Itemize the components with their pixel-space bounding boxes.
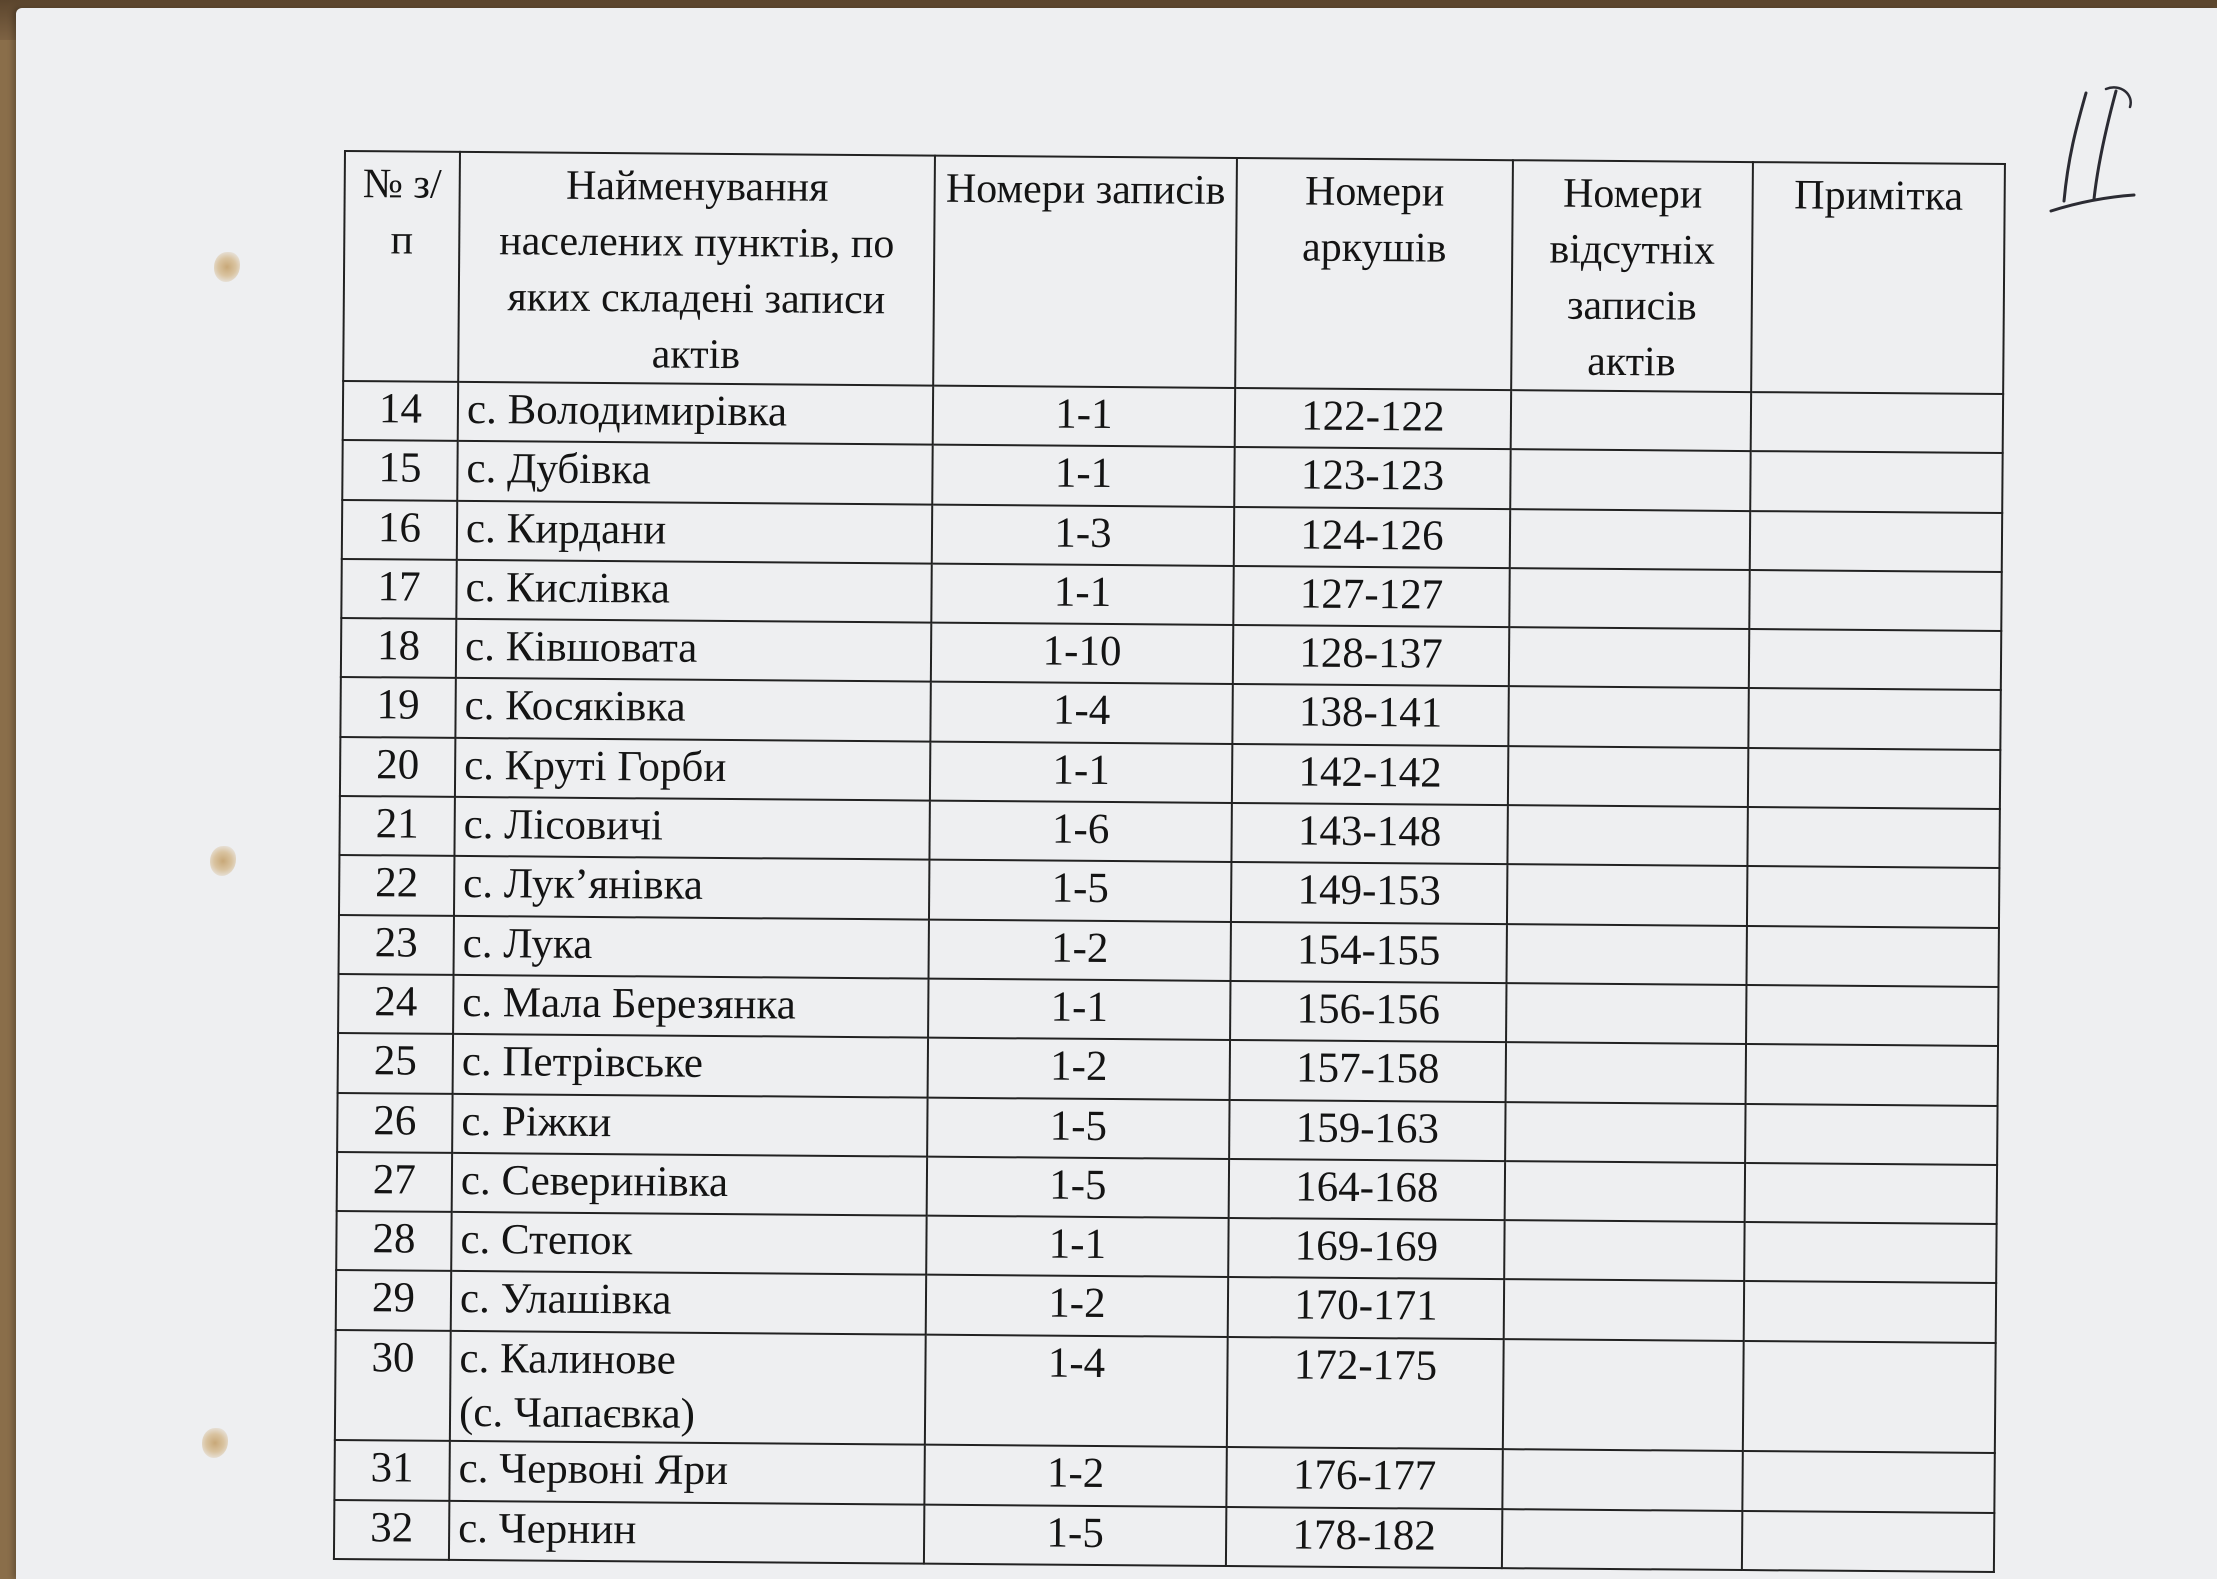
cell-note <box>1749 570 2001 631</box>
settlement-former-name: (с. Чапаєвка) <box>458 1388 696 1438</box>
cell-records: 1-1 <box>930 741 1232 803</box>
cell-sheets: 154-155 <box>1231 922 1507 983</box>
cell-records: 1-5 <box>929 860 1231 922</box>
cell-sheets: 128-137 <box>1233 625 1509 686</box>
cell-number: 20 <box>340 737 455 797</box>
cell-missing <box>1505 1102 1745 1163</box>
cell-settlement: с. Улашівка <box>451 1271 926 1334</box>
cell-records: 1-1 <box>932 445 1234 507</box>
cell-note <box>1748 748 2000 809</box>
cell-records: 1-2 <box>926 1275 1228 1337</box>
header-settlement-name: Найменування населених пунктів, по яких складені записи актів <box>458 152 935 386</box>
cell-records: 1-1 <box>933 386 1235 448</box>
cell-settlement: с. Мала Березянка <box>453 975 928 1038</box>
cell-missing <box>1504 1280 1744 1341</box>
cell-note <box>1742 1511 1994 1572</box>
cell-note <box>1746 985 1998 1046</box>
cell-number: 23 <box>339 915 454 975</box>
cell-settlement: с. Лука <box>454 916 929 979</box>
cell-missing <box>1509 568 1749 629</box>
cell-records: 1-1 <box>926 1216 1228 1278</box>
cell-note <box>1745 1163 1997 1224</box>
cell-records: 1-4 <box>930 682 1232 744</box>
cell-missing <box>1510 449 1750 510</box>
cell-missing <box>1503 1339 1744 1451</box>
cell-records: 1-5 <box>927 1156 1229 1218</box>
cell-records: 1-2 <box>929 919 1231 981</box>
cell-settlement: с. Петрівське <box>453 1034 928 1097</box>
cell-number: 30 <box>335 1330 451 1441</box>
cell-settlement: с. Ріжки <box>452 1093 927 1156</box>
cell-sheets: 176-177 <box>1226 1447 1502 1508</box>
table-row <box>334 1500 1994 1572</box>
table-row <box>335 1330 1996 1454</box>
header-note: Примітка <box>1751 162 2005 394</box>
cell-number: 22 <box>339 855 454 915</box>
records-registry-table <box>333 150 2006 1573</box>
header-missing-records: Номери відсутніх записів актів <box>1511 160 1753 392</box>
cell-number: 18 <box>341 618 456 678</box>
punch-hole <box>202 1428 228 1458</box>
cell-note <box>1751 392 2003 453</box>
cell-sheets: 169-169 <box>1228 1218 1504 1279</box>
handwritten-page-mark <box>2046 83 2136 223</box>
settlement-current-name: с. Калинове <box>459 1334 676 1384</box>
cell-settlement: с. Володимирівка <box>458 382 933 445</box>
cell-missing <box>1506 983 1746 1044</box>
cell-note <box>1745 1104 1997 1165</box>
cell-number: 29 <box>336 1270 451 1330</box>
cell-sheets: 178-182 <box>1226 1507 1502 1569</box>
cell-sheets: 170-171 <box>1228 1277 1504 1338</box>
cell-note <box>1744 1222 1996 1283</box>
cell-number: 26 <box>337 1093 452 1153</box>
cell-note <box>1750 451 2002 512</box>
cell-settlement: с. Ківшовата <box>456 619 931 682</box>
cell-records: 1-6 <box>929 801 1231 863</box>
cell-sheets: 142-142 <box>1232 744 1508 805</box>
header-number: № з/п <box>343 151 460 382</box>
cell-records: 1-1 <box>931 564 1233 626</box>
cell-sheets: 143-148 <box>1231 803 1507 864</box>
cell-missing <box>1505 1161 1745 1222</box>
cell-missing <box>1511 390 1751 451</box>
cell-number: 25 <box>338 1033 453 1093</box>
cell-number: 24 <box>338 974 453 1034</box>
header-sheet-numbers: Номери аркушів <box>1235 158 1513 390</box>
cell-settlement <box>450 1331 926 1445</box>
cell-missing <box>1509 627 1749 688</box>
cell-number: 31 <box>334 1440 449 1500</box>
cell-settlement: с. Кислівка <box>456 560 931 623</box>
cell-settlement: с. Круті Горби <box>455 738 930 801</box>
header-row <box>343 151 2005 394</box>
cell-note <box>1743 1341 1996 1454</box>
cell-number: 28 <box>336 1211 451 1271</box>
cell-note <box>1750 511 2002 572</box>
cell-note <box>1746 926 1998 987</box>
cell-settlement: с. Северинівка <box>452 1153 927 1216</box>
cell-sheets: 124-126 <box>1234 507 1510 568</box>
cell-sheets: 149-153 <box>1231 862 1507 923</box>
cell-records: 1-5 <box>924 1504 1226 1566</box>
cell-settlement: с. Косяківка <box>455 678 930 741</box>
cell-note <box>1742 1451 1994 1512</box>
cell-missing <box>1506 1042 1746 1103</box>
punch-hole <box>214 252 240 282</box>
cell-sheets: 127-127 <box>1233 566 1509 627</box>
cell-note <box>1747 807 1999 868</box>
cell-number: 17 <box>341 559 456 619</box>
cell-number: 32 <box>334 1500 449 1560</box>
cell-settlement: с. Лісовичі <box>454 797 929 860</box>
punch-hole <box>210 846 236 876</box>
cell-number: 15 <box>342 440 457 500</box>
cell-records: 1-2 <box>928 1038 1230 1100</box>
cell-number: 16 <box>342 500 457 560</box>
cell-number: 27 <box>337 1152 452 1212</box>
cell-note <box>1746 1044 1998 1105</box>
cell-records: 1-2 <box>924 1445 1226 1507</box>
cell-records: 1-4 <box>925 1334 1228 1447</box>
cell-sheets: 159-163 <box>1229 1100 1505 1161</box>
cell-missing <box>1508 746 1748 807</box>
cell-missing <box>1502 1509 1742 1570</box>
cell-records: 1-1 <box>928 979 1230 1041</box>
cell-missing <box>1506 924 1746 985</box>
cell-number: 19 <box>340 677 455 737</box>
cell-note <box>1748 689 2000 750</box>
cell-records: 1-5 <box>927 1097 1229 1159</box>
cell-sheets: 172-175 <box>1227 1337 1504 1450</box>
cell-records: 1-10 <box>931 623 1233 685</box>
cell-missing <box>1510 509 1750 570</box>
cell-settlement: с. Кирдани <box>457 500 932 563</box>
cell-sheets: 138-141 <box>1232 684 1508 745</box>
cell-missing <box>1504 1220 1744 1281</box>
cell-settlement: с. Чернин <box>449 1500 924 1563</box>
cell-sheets: 156-156 <box>1230 981 1506 1042</box>
cell-missing <box>1502 1449 1742 1510</box>
cell-note <box>1747 866 1999 927</box>
cell-settlement: с. Дубівка <box>457 441 932 504</box>
cell-missing <box>1508 687 1748 748</box>
cell-settlement: с. Степок <box>451 1212 926 1275</box>
cell-number: 14 <box>343 381 458 441</box>
cell-settlement: с. Червоні Яри <box>449 1441 924 1504</box>
cell-note <box>1744 1281 1996 1342</box>
cell-sheets: 123-123 <box>1234 447 1510 508</box>
cell-sheets: 157-158 <box>1230 1040 1506 1101</box>
cell-sheets: 164-168 <box>1229 1159 1505 1220</box>
cell-sheets: 122-122 <box>1235 388 1511 449</box>
cell-note <box>1749 629 2001 690</box>
cell-missing <box>1507 805 1747 866</box>
cell-missing <box>1507 865 1747 926</box>
cell-number: 21 <box>339 796 454 856</box>
cell-records: 1-3 <box>932 504 1234 566</box>
header-record-numbers: Номери записів <box>933 156 1237 388</box>
cell-settlement: с. Лук’янівка <box>454 856 929 919</box>
